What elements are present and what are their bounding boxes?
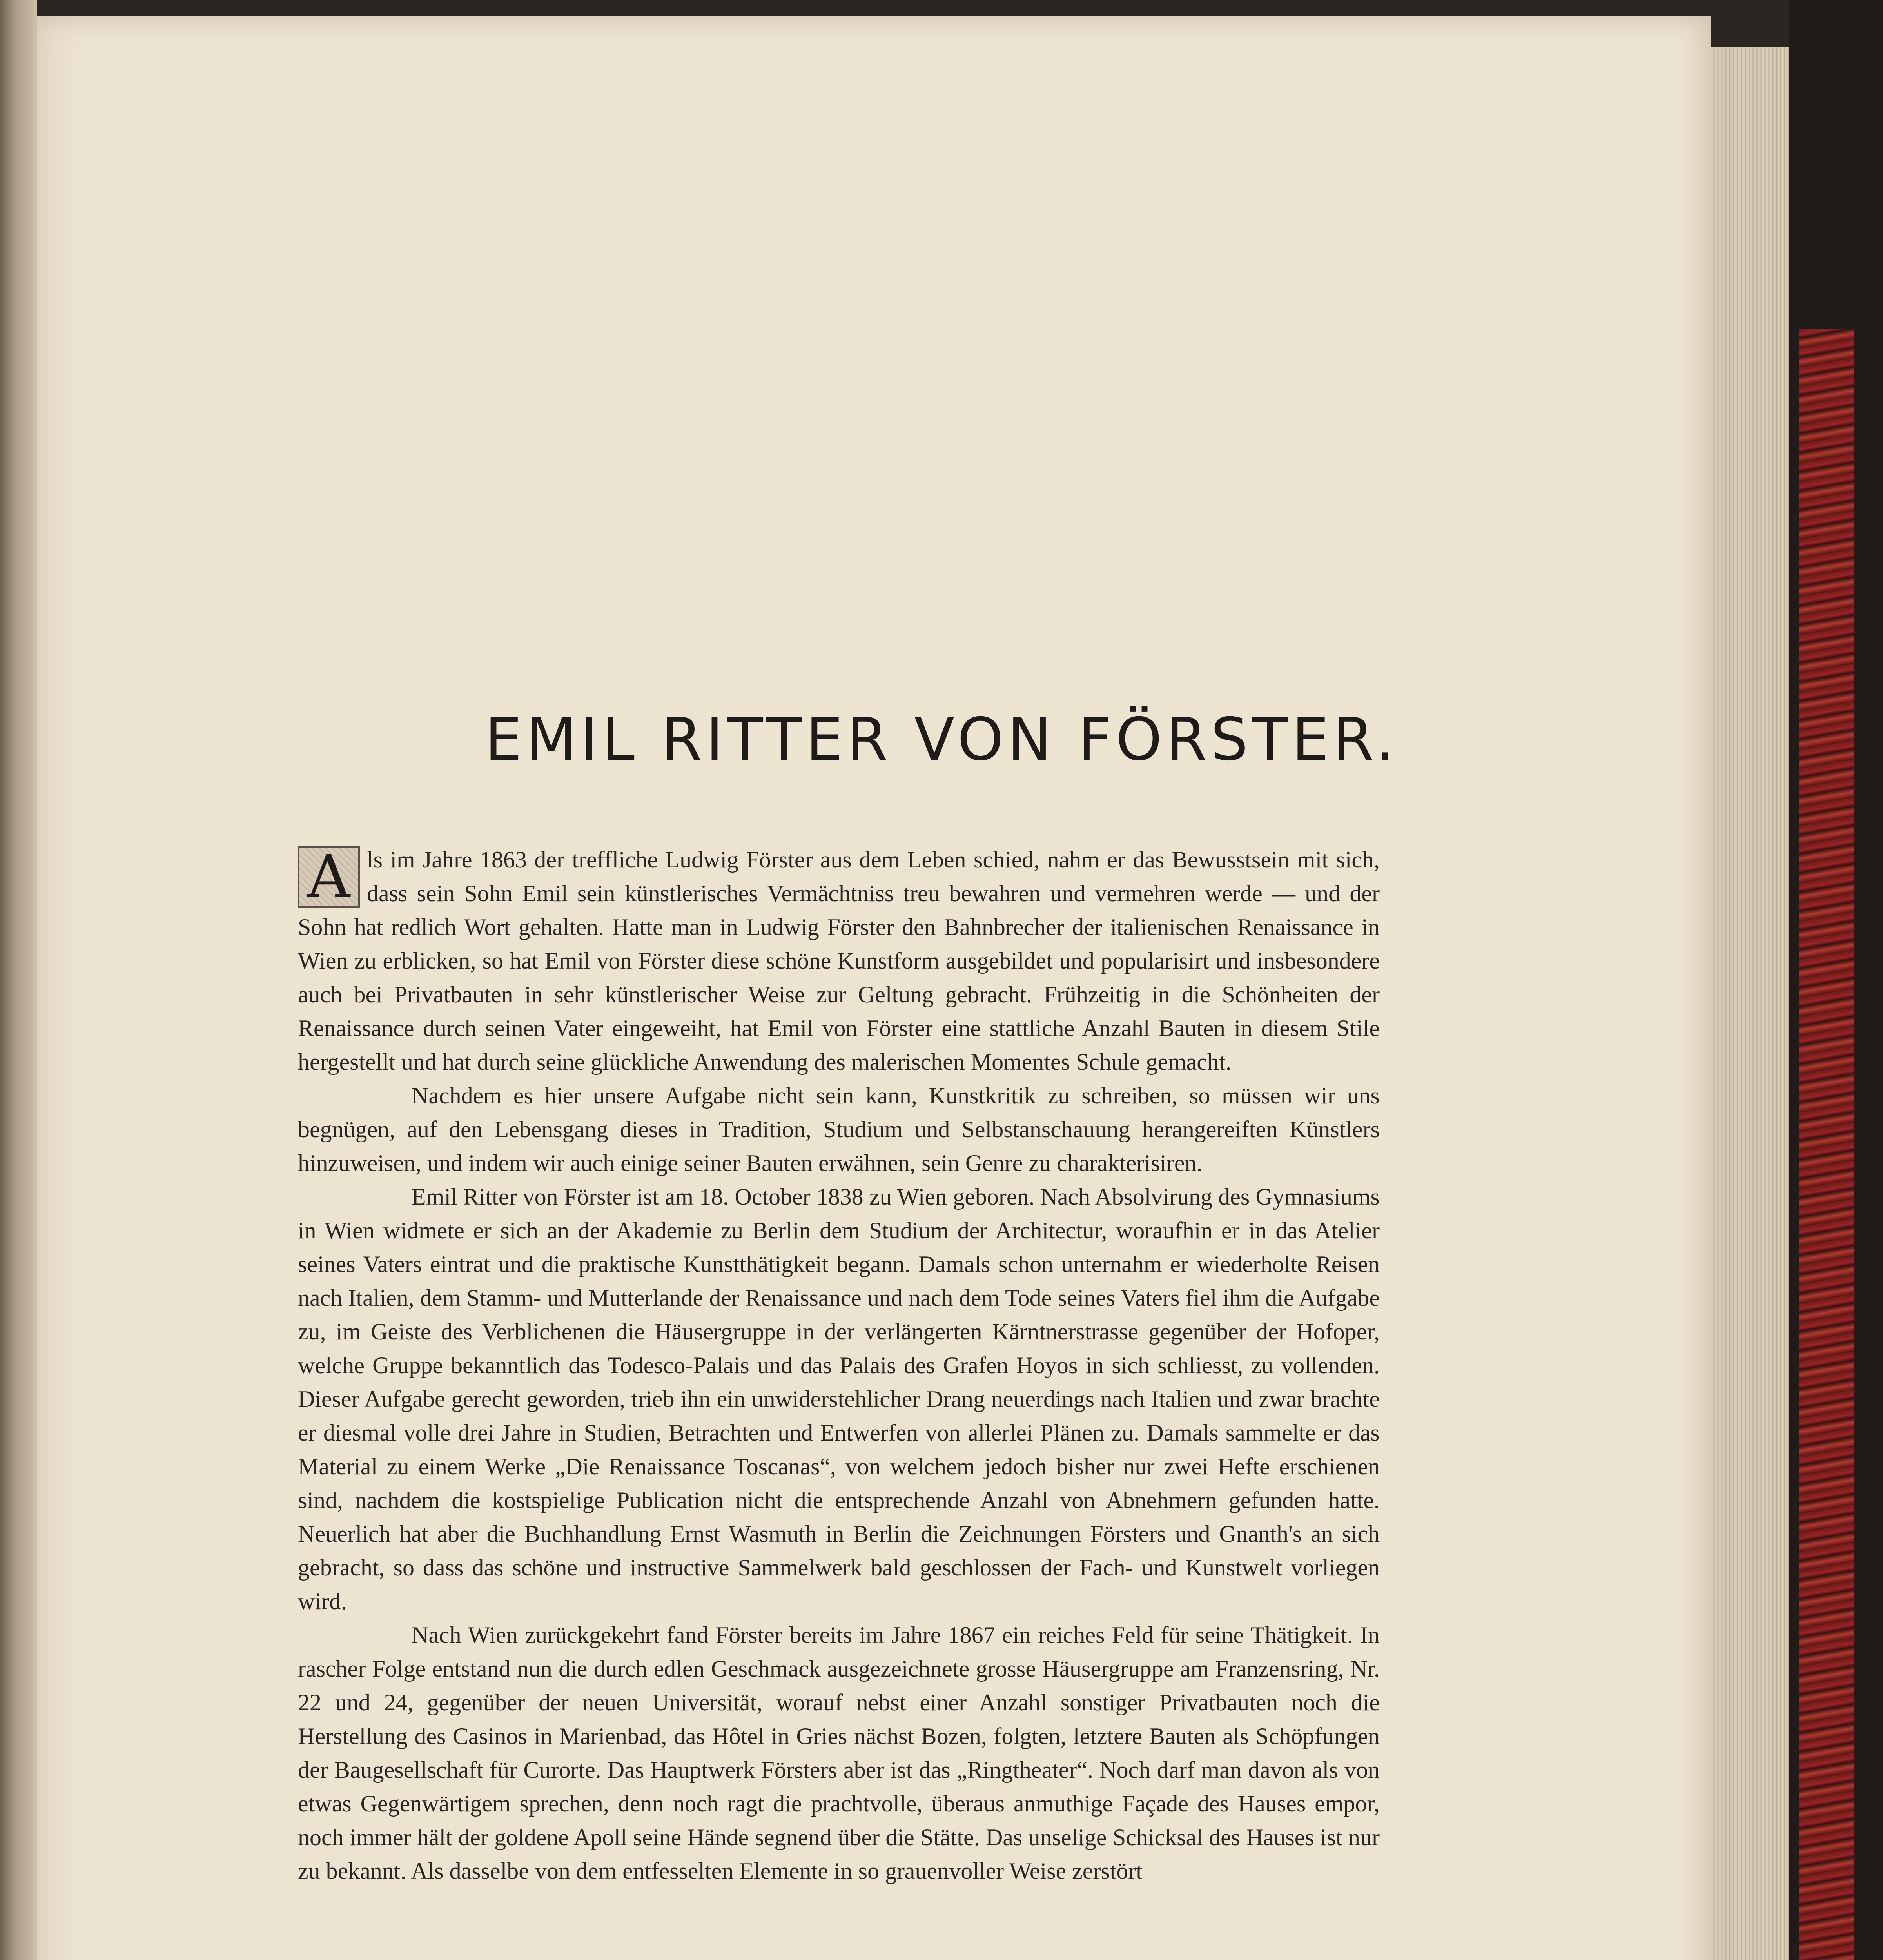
article-body [298, 843, 1380, 1888]
left-page-edge [0, 0, 37, 1960]
paragraph-4: Nach Wien zurückgekehrt fand Förster bereits im Jahre 1867 ein reiches Feld für seine Thätigkeit. In rascher Folge entstand nun die durch edlen Geschmack ausgezeichnete grosse Häusergruppe am Franzensring, Nr. 22 und 24, gegenüber der neuen Universität, worauf nebst einer Anzahl sonstiger Privatbauten noch die Herstellung des Casinos in Marienbad, das Hôtel in Gries nächst Bozen, folgten, letztere Bauten als Schöpfungen der Baugesellschaft für Curorte. Das Hauptwerk Försters aber ist das „Ringtheater“. Noch darf man davon als von etwas Gegenwärtigem sprechen, denn noch ragt die prachtvolle, überaus anmuthige Façade des Hauses empor, noch immer hält der goldene Apoll seine Hände segnend über die Stätte. Das unselige Schicksal des Hauses ist nur zu bekannt. Als dasselbe von dem entfesselten Elemente in so grauenvoller Weise zerstört [298, 1622, 1380, 1884]
paragraph-1 [298, 843, 1380, 1079]
drop-cap: A [298, 846, 360, 908]
marbled-page-edge [1799, 329, 1854, 1960]
page-stack-edge [1711, 47, 1789, 1960]
paragraph-2: Nachdem es hier unsere Aufgabe nicht sein kann, Kunstkritik zu schreiben, so müssen wir uns begnügen, auf den Lebensgang dieses in Tradition, Studium und Selbstanschauung herangereiften Künstlers hinzuweisen, und indem wir auch einige seiner Bauten erwähnen, sein Genre zu charakterisiren. [298, 1083, 1380, 1176]
paragraph-3: Emil Ritter von Förster ist am 18. October 1838 zu Wien geboren. Nach Absolvirung des Gymnasiums in Wien widmete er sich an der Akademie zu Berlin dem Studium der Architectur, woraufhin er in das Atelier seines Vaters eintrat und die praktische Kunstthätigkeit begann. Damals schon unternahm er wiederholte Reisen nach Italien, dem Stamm- und Mutterlande der Renaissance und nach dem Tode seines Vaters fiel ihm die Aufgabe zu, im Geiste des Verblichenen die Häusergruppe in der verlängerten Kärntnerstrasse gegenüber der Hofoper, welche Gruppe bekanntlich das Todesco-Palais und das Palais des Grafen Hoyos in sich schliesst, zu vollenden. Dieser Aufgabe gerecht geworden, trieb ihn ein unwiderstehlicher Drang neuerdings nach Italien und zwar brachte er diesmal volle drei Jahre in Studien, Betrachten und Entwerfen von allerlei Plänen zu. Damals sammelte er das Material zu einem Werke „Die Renaissance Toscanas“, von welchem jedoch bisher nur zwei Hefte erschienen sind, nachdem die kostspielige Publication nicht die entsprechende Anzahl von Abnehmern gefunden hatte. Neuerlich hat aber die Buchhandlung Ernst Wasmuth in Berlin die Zeichnungen Försters und Gnanth's an sich gebracht, so dass das schöne und instructive Sammelwerk bald geschlossen der Fach- und Kunstwelt vorliegen wird. [298, 1184, 1380, 1614]
paragraph-text: ls im Jahre 1863 der treffliche Ludwig Förster aus dem Leben schied, nahm er das Bewusstsein mit sich, dass sein Sohn Emil sein künstlerisches Vermächtniss treu bewahren und vermehren werde — und der Sohn hat redlich Wort gehalten. Hatte man in Ludwig Förster den Bahnbrecher der italienischen Renaissance in Wien zu erblicken, so hat Emil von Förster diese schöne Kunstform ausgebildet und popularisirt und insbesondere auch bei Privatbauten in sehr künstlerischer Weise zur Geltung gebracht. Frühzeitig in die Schönheiten der Renaissance durch seinen Vater eingeweiht, hat Emil von Förster eine stattliche Anzahl Bauten in diesem Stile hergestellt und hat durch seine glückliche Anwendung des malerischen Momentes Schule gemacht. [298, 847, 1380, 1075]
page-title: EMIL RITTER VON FÖRSTER. [484, 706, 1399, 774]
